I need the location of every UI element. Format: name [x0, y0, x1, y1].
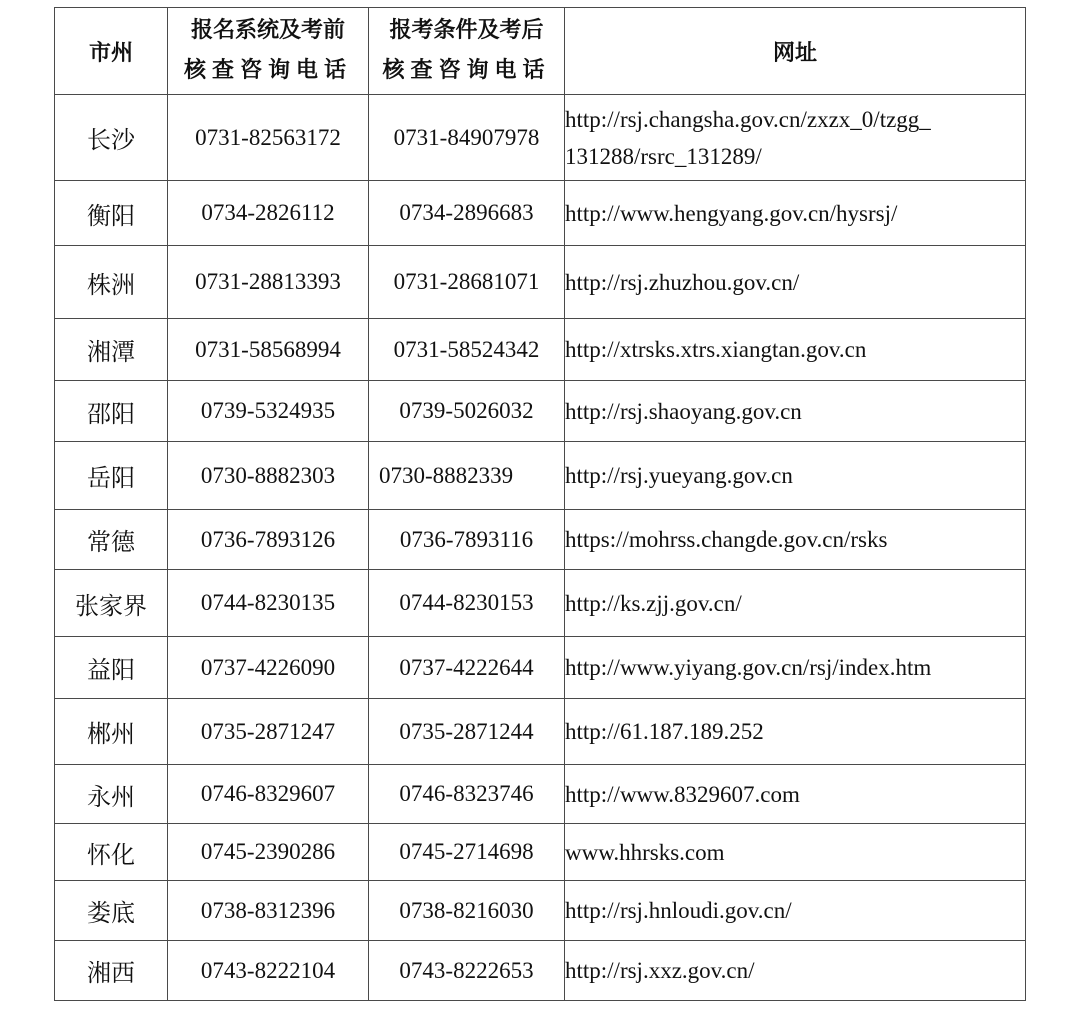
website-link[interactable]: http://rsj.hnloudi.gov.cn/: [565, 898, 792, 923]
header-city: 市州: [55, 8, 168, 95]
pre-exam-phone-cell: 0738-8312396: [168, 881, 369, 941]
table-row: [55, 765, 1026, 824]
pre-exam-phone-cell: 0745-2390286: [168, 824, 369, 881]
pre-exam-phone-cell: 0743-8222104: [168, 941, 369, 1001]
website-link[interactable]: www.hhrsks.com: [565, 839, 725, 865]
table-row: [55, 941, 1026, 1001]
website-link[interactable]: http://www.yiyang.gov.cn/rsj/index.htm: [565, 655, 932, 680]
table-row: [55, 881, 1026, 941]
city-cell: 永州: [55, 765, 168, 824]
city-cell: 益阳: [55, 637, 168, 699]
post-exam-phone-cell: 0731-28681071: [369, 246, 565, 319]
post-exam-phone-cell: 0730-8882339: [369, 442, 565, 510]
post-exam-phone-cell: 0735-2871244: [369, 699, 565, 765]
website-cell[interactable]: [565, 510, 1026, 570]
post-exam-phone-cell: 0734-2896683: [369, 181, 565, 246]
table-row: [55, 699, 1026, 765]
header-pre-exam-line2: 核查咨询电话: [183, 58, 352, 83]
pre-exam-phone-cell: 0731-82563172: [168, 95, 369, 181]
website-cell[interactable]: [565, 442, 1026, 510]
website-cell[interactable]: [565, 95, 1026, 181]
pre-exam-phone-cell: 0744-8230135: [168, 570, 369, 637]
city-cell: 株洲: [55, 246, 168, 319]
header-website: 网址: [565, 8, 1026, 95]
city-cell: 衡阳: [55, 181, 168, 246]
header-post-exam-line1: 报考条件及考后: [389, 18, 544, 43]
table-row: [55, 246, 1026, 319]
city-cell: 娄底: [55, 881, 168, 941]
website-cell[interactable]: [565, 824, 1026, 881]
header-post-exam-phone: [369, 8, 565, 95]
table-header-row: [55, 8, 1026, 95]
website-cell[interactable]: [565, 699, 1026, 765]
table-row: [55, 570, 1026, 637]
website-cell[interactable]: [565, 941, 1026, 1001]
website-cell[interactable]: [565, 765, 1026, 824]
website-link[interactable]: http://rsj.xxz.gov.cn/: [565, 958, 755, 983]
website-cell[interactable]: [565, 181, 1026, 246]
website-cell[interactable]: [565, 570, 1026, 637]
pre-exam-phone-cell: 0734-2826112: [168, 181, 369, 246]
contact-table: [54, 7, 1026, 1001]
website-link-line1[interactable]: http://rsj.changsha.gov.cn/zxzx_0/tzgg_: [565, 106, 931, 132]
table-row: [55, 181, 1026, 246]
website-link[interactable]: https://mohrss.changde.gov.cn/rsks: [565, 527, 888, 552]
city-cell: 郴州: [55, 699, 168, 765]
post-exam-phone-cell: 0745-2714698: [369, 824, 565, 881]
pre-exam-phone-cell: 0737-4226090: [168, 637, 369, 699]
website-cell[interactable]: [565, 246, 1026, 319]
website-link[interactable]: http://www.8329607.com: [565, 781, 800, 807]
pre-exam-phone-cell: 0731-28813393: [168, 246, 369, 319]
header-pre-exam-phone: [168, 8, 369, 95]
post-exam-phone-cell: 0731-58524342: [369, 319, 565, 381]
website-link-line2[interactable]: 131288/rsrc_131289/: [565, 143, 762, 169]
website-cell[interactable]: [565, 637, 1026, 699]
pre-exam-phone-cell: 0730-8882303: [168, 442, 369, 510]
pre-exam-phone-cell: 0735-2871247: [168, 699, 369, 765]
post-exam-phone-cell: 0736-7893116: [369, 510, 565, 570]
pre-exam-phone-cell: 0739-5324935: [168, 381, 369, 442]
table-row: [55, 95, 1026, 181]
city-cell: 长沙: [55, 95, 168, 181]
website-link[interactable]: http://61.187.189.252: [565, 719, 764, 744]
table-row: [55, 442, 1026, 510]
pre-exam-phone-cell: 0736-7893126: [168, 510, 369, 570]
pre-exam-phone-cell: 0731-58568994: [168, 319, 369, 381]
city-cell: 张家界: [55, 570, 168, 637]
post-exam-phone-cell: 0737-4222644: [369, 637, 565, 699]
website-cell[interactable]: [565, 319, 1026, 381]
website-link[interactable]: http://xtrsks.xtrs.xiangtan.gov.cn: [565, 337, 867, 362]
city-cell: 湘西: [55, 941, 168, 1001]
post-exam-phone-cell: 0743-8222653: [369, 941, 565, 1001]
pre-exam-phone-cell: 0746-8329607: [168, 765, 369, 824]
header-post-exam-line2: 核查咨询电话: [382, 58, 551, 83]
website-link[interactable]: http://ks.zjj.gov.cn/: [565, 590, 742, 616]
website-link[interactable]: http://rsj.zhuzhou.gov.cn/: [565, 269, 800, 295]
website-link[interactable]: http://rsj.shaoyang.gov.cn: [565, 398, 802, 424]
website-cell[interactable]: [565, 881, 1026, 941]
table-row: [55, 510, 1026, 570]
city-cell: 岳阳: [55, 442, 168, 510]
post-exam-phone-cell: 0738-8216030: [369, 881, 565, 941]
post-exam-phone-cell: 0744-8230153: [369, 570, 565, 637]
table-row: [55, 319, 1026, 381]
city-cell: 怀化: [55, 824, 168, 881]
table-row: [55, 637, 1026, 699]
header-pre-exam-line1: 报名系统及考前: [190, 18, 345, 43]
city-cell: 邵阳: [55, 381, 168, 442]
city-cell: 湘潭: [55, 319, 168, 381]
post-exam-phone-cell: 0746-8323746: [369, 765, 565, 824]
city-cell: 常德: [55, 510, 168, 570]
table-row: [55, 824, 1026, 881]
website-cell[interactable]: [565, 381, 1026, 442]
post-exam-phone-cell: 0731-84907978: [369, 95, 565, 181]
post-exam-phone-cell: 0739-5026032: [369, 381, 565, 442]
table-row: [55, 381, 1026, 442]
website-link[interactable]: http://www.hengyang.gov.cn/hysrsj/: [565, 200, 898, 226]
website-link[interactable]: http://rsj.yueyang.gov.cn: [565, 463, 793, 488]
